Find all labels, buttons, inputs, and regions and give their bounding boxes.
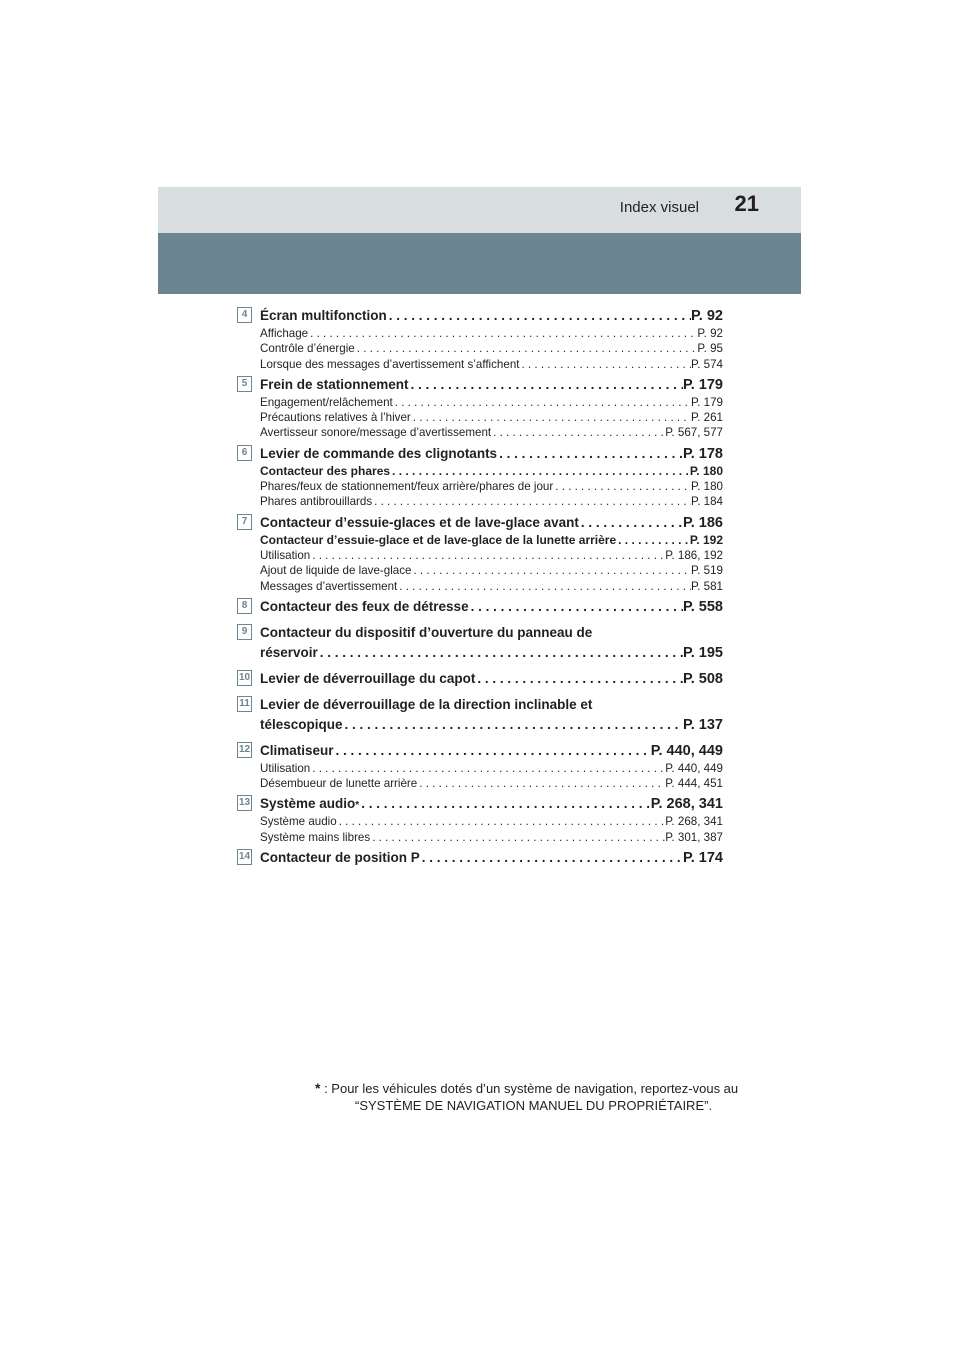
dot-leader bbox=[397, 579, 691, 594]
page-reference: P. 95 bbox=[697, 342, 723, 356]
sub-entry[interactable] bbox=[260, 357, 723, 372]
sub-entry-label: Contrôle d’énergie bbox=[260, 342, 355, 356]
sub-entry[interactable] bbox=[260, 548, 723, 563]
dot-leader bbox=[318, 643, 683, 663]
sub-entry[interactable] bbox=[260, 579, 723, 594]
page-number: 21 bbox=[734, 191, 759, 216]
sub-entry[interactable] bbox=[260, 830, 723, 845]
dot-leader bbox=[411, 410, 691, 425]
sub-entry[interactable] bbox=[260, 464, 723, 479]
dot-leader bbox=[420, 848, 683, 868]
page-reference: P. 508 bbox=[682, 670, 723, 687]
entry-number-badge: 9 bbox=[237, 624, 252, 640]
page-reference: P. 180 bbox=[689, 463, 723, 478]
page-reference: P. 444, 451 bbox=[665, 777, 723, 791]
sub-entry-label: Contacteur des phares bbox=[260, 463, 391, 478]
entry-title: Frein de stationnement bbox=[260, 376, 409, 392]
index-entry bbox=[237, 623, 723, 663]
sub-entry-label: Utilisation bbox=[260, 548, 311, 562]
page-reference: P. 574 bbox=[690, 357, 723, 371]
page-reference: P. 92 bbox=[697, 327, 723, 340]
entry-title: Contacteur d’essuie-glaces et de lave-glace avant bbox=[260, 514, 579, 530]
dot-leader bbox=[310, 548, 665, 563]
page-reference: P. 137 bbox=[682, 716, 723, 733]
page-reference: P. 92 bbox=[691, 308, 723, 324]
dot-leader bbox=[390, 464, 690, 479]
index-entry bbox=[237, 375, 723, 441]
page-reference: P. 192 bbox=[689, 532, 723, 547]
index-list bbox=[237, 306, 723, 872]
entry-number-badge: 4 bbox=[237, 307, 252, 323]
index-entry bbox=[237, 444, 723, 510]
header-band bbox=[158, 233, 801, 294]
dot-leader bbox=[616, 533, 690, 548]
dot-leader bbox=[387, 306, 691, 326]
sub-entry-label: Affichage bbox=[260, 327, 309, 340]
footnote bbox=[315, 1080, 755, 1114]
entry-title-line[interactable] bbox=[260, 643, 723, 663]
entry-title-line[interactable] bbox=[260, 741, 723, 761]
entry-title: Contacteur des feux de détresse bbox=[260, 598, 469, 614]
entry-number-badge: 11 bbox=[237, 696, 252, 712]
entry-title-line[interactable] bbox=[260, 597, 723, 617]
entry-title-part: Levier de déverrouillage de la direction inclinable et bbox=[260, 696, 593, 712]
page-reference: P. 268, 341 bbox=[665, 815, 723, 829]
sub-entry[interactable] bbox=[260, 563, 723, 578]
entry-title: Écran multifonction bbox=[260, 308, 387, 323]
dot-leader bbox=[308, 326, 697, 341]
entry-title: Climatiseur bbox=[260, 742, 334, 758]
sub-entry[interactable] bbox=[260, 761, 723, 776]
sub-entry[interactable] bbox=[260, 410, 723, 425]
page-reference: P. 261 bbox=[690, 411, 723, 425]
sub-entry-label: Lorsque des messages d’avertissement s’affichent bbox=[260, 357, 520, 371]
sub-entry-label: Avertisseur sonore/message d’avertissement bbox=[260, 426, 492, 440]
entry-title-line bbox=[260, 695, 723, 715]
dot-leader bbox=[343, 715, 683, 735]
index-entry bbox=[237, 306, 723, 372]
sub-entry-label: Système audio bbox=[260, 815, 337, 829]
entry-title-line[interactable] bbox=[260, 669, 723, 689]
dot-leader bbox=[520, 357, 691, 372]
index-entry bbox=[237, 669, 723, 689]
index-entry bbox=[237, 741, 723, 792]
sub-entry[interactable] bbox=[260, 814, 723, 829]
sub-entry-label: Phares antibrouillards bbox=[260, 495, 373, 509]
dot-leader bbox=[553, 479, 691, 494]
dot-leader bbox=[491, 425, 665, 440]
sub-entry-label: Engagement/relâchement bbox=[260, 395, 393, 409]
entry-title: Levier de commande des clignotants bbox=[260, 445, 498, 461]
page-reference: P. 195 bbox=[682, 644, 723, 661]
entry-title: réservoir bbox=[260, 644, 318, 660]
page-reference: P. 186, 192 bbox=[665, 548, 723, 562]
page-reference: P. 440, 449 bbox=[650, 742, 723, 759]
sub-entry-label: Désembueur de lunette arrière bbox=[260, 777, 418, 791]
dot-leader bbox=[579, 513, 683, 533]
entry-title: Système audio bbox=[260, 796, 356, 812]
entry-title-line bbox=[260, 623, 723, 643]
sub-entry[interactable] bbox=[260, 395, 723, 410]
sub-entry[interactable] bbox=[260, 533, 723, 548]
entry-title-line[interactable] bbox=[260, 848, 723, 868]
index-entry bbox=[237, 794, 723, 845]
page-reference: P. 174 bbox=[682, 850, 723, 867]
dot-leader bbox=[417, 776, 665, 791]
entry-number-badge: 7 bbox=[237, 514, 252, 530]
page-reference: P. 567, 577 bbox=[665, 426, 723, 440]
footnote-mark: * bbox=[315, 1080, 321, 1096]
sub-entry-label: Précautions relatives à l’hiver bbox=[260, 411, 411, 425]
sub-entry-label: Ajout de liquide de lave-glace bbox=[260, 564, 412, 578]
page-reference: P. 519 bbox=[690, 564, 723, 578]
page-reference: P. 301, 387 bbox=[665, 830, 723, 844]
entry-title-line[interactable] bbox=[260, 375, 723, 395]
entry-title-line[interactable] bbox=[260, 306, 723, 326]
sub-entry-label: Contacteur d’essuie-glace et de lave-glace de la lunette arrière bbox=[260, 532, 617, 547]
page-reference: P. 178 bbox=[682, 445, 723, 462]
sub-entry-label: Phares/feux de stationnement/feux arrière/phares de jour bbox=[260, 480, 554, 494]
sub-entry[interactable] bbox=[260, 341, 723, 356]
dot-leader bbox=[372, 494, 691, 509]
section-title: Index visuel bbox=[619, 199, 699, 216]
dot-leader bbox=[409, 375, 683, 395]
dot-leader bbox=[359, 794, 650, 814]
entry-title-line[interactable]: Système audio * . . . P. 268, 341 bbox=[260, 794, 723, 814]
page-reference: P. 186 bbox=[682, 514, 723, 531]
sub-entry[interactable] bbox=[260, 494, 723, 509]
entry-title-line[interactable] bbox=[260, 715, 723, 735]
index-entry bbox=[237, 513, 723, 594]
page-reference: P. 558 bbox=[682, 598, 723, 615]
dot-leader bbox=[310, 761, 665, 776]
index-entry bbox=[237, 848, 723, 868]
entry-number-badge: 10 bbox=[237, 670, 252, 686]
dot-leader bbox=[334, 741, 651, 761]
sub-entry[interactable] bbox=[260, 479, 723, 494]
entry-title-line[interactable] bbox=[260, 513, 723, 533]
dot-leader bbox=[469, 597, 683, 617]
entry-number-badge: 13 bbox=[237, 795, 252, 811]
page-reference: P. 179 bbox=[682, 376, 723, 393]
page-reference: P. 268, 341 bbox=[650, 796, 723, 813]
entry-number-badge: 8 bbox=[237, 598, 252, 614]
entry-number-badge: 12 bbox=[237, 742, 252, 758]
page-reference: P. 440, 449 bbox=[665, 761, 723, 775]
dot-leader bbox=[370, 830, 665, 845]
entry-title-part: Contacteur du dispositif d’ouverture du panneau de bbox=[260, 624, 593, 640]
sub-entry-label: Système mains libres bbox=[260, 830, 371, 844]
page-reference: P. 180 bbox=[690, 480, 723, 494]
page-header bbox=[158, 187, 801, 233]
sub-entry[interactable] bbox=[260, 776, 723, 791]
entry-number-badge: 6 bbox=[237, 445, 252, 461]
dot-leader bbox=[411, 563, 691, 578]
entry-number-badge: 14 bbox=[237, 849, 252, 865]
sub-entry-label: Utilisation bbox=[260, 761, 311, 775]
entry-title: Contacteur de position P bbox=[260, 850, 420, 866]
index-entry bbox=[237, 597, 723, 617]
page-reference: P. 179 bbox=[690, 395, 723, 409]
footnote-line-1: : Pour les véhicules dotés d’un système de navigation, reportez-vous au bbox=[324, 1081, 739, 1096]
footnote-line-2: “SYSTÈME DE NAVIGATION MANUEL DU PROPRIÉTAIRE”. bbox=[355, 1098, 713, 1113]
entry-title-line[interactable] bbox=[260, 444, 723, 464]
dot-leader bbox=[475, 669, 683, 689]
page-reference: P. 581 bbox=[690, 579, 723, 593]
dot-leader bbox=[497, 444, 683, 464]
dot-leader bbox=[393, 395, 691, 410]
sub-entry[interactable] bbox=[260, 326, 723, 341]
dot-leader bbox=[337, 814, 665, 829]
dot-leader bbox=[355, 341, 698, 356]
page-reference: P. 184 bbox=[690, 495, 723, 509]
entry-number-badge: 5 bbox=[237, 376, 252, 392]
index-entry bbox=[237, 695, 723, 735]
entry-title: télescopique bbox=[260, 716, 343, 732]
sub-entry[interactable] bbox=[260, 425, 723, 440]
entry-title: Levier de déverrouillage du capot bbox=[260, 670, 476, 686]
sub-entry-label: Messages d’avertissement bbox=[260, 579, 398, 593]
